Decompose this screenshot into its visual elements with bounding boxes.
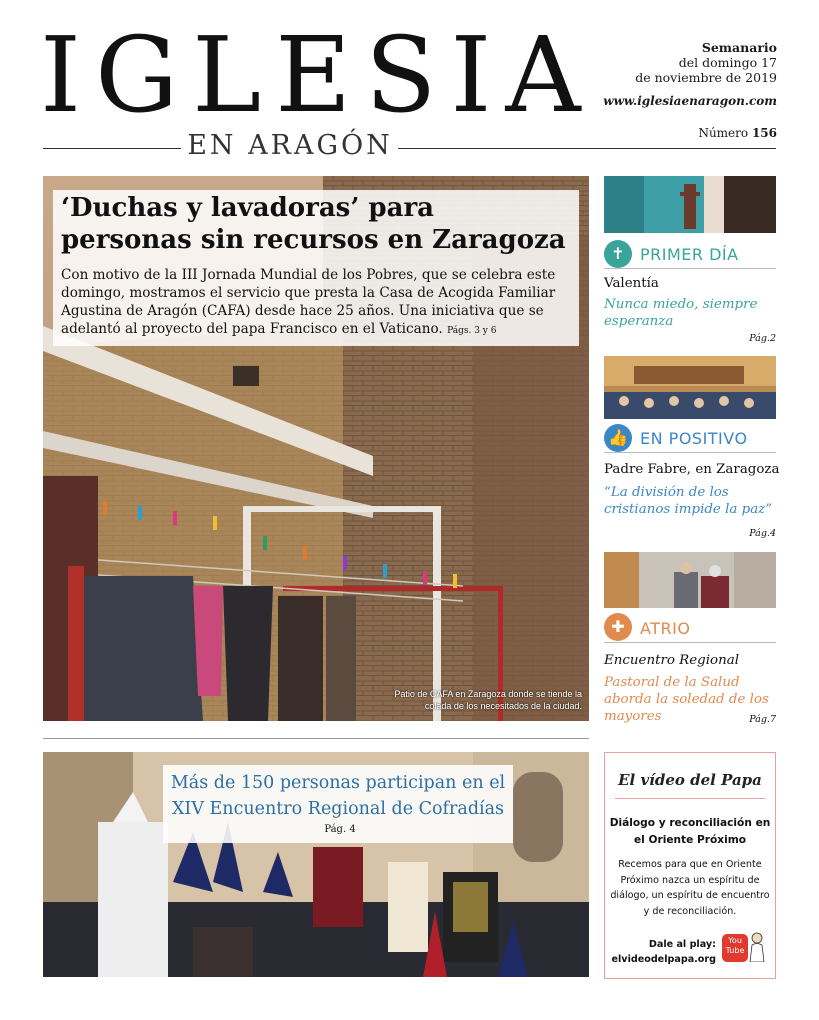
edition-date-line2: de noviembre de 2019 [635,70,777,85]
second-story-page: Pág. 4 [324,824,356,835]
thumbs-up-icon: 👍 [604,424,632,452]
section-teaser-atrio[interactable]: Pastoral de la Salud aborda la soledad de los mayores [604,675,769,724]
section-rule [604,268,776,269]
section-subtitle-atrio: Encuentro Regional [604,653,739,668]
section-rule [604,642,776,643]
main-lead-pages: Págs. 3 y 6 [447,326,497,336]
video-subtitle: Diálogo y reconciliación en el Oriente Próximo [609,817,771,846]
section-label-atrio: ATRIO [640,619,691,638]
second-headline[interactable]: Más de 150 personas participan en el XIV Encuentro Regional de Cofradías [170,773,506,819]
section-subtitle-primer-dia: Valentía [604,276,659,291]
video-body: Recemos para que en Oriente Próximo nazca un espíritu de diálogo, un espíritu de encuentro y de reconciliación. [610,859,770,917]
pope-figure-icon [748,932,766,962]
youtube-icon[interactable] [722,934,748,962]
video-cta-label: Dale al play: [648,939,716,950]
section-label-primer-dia: PRIMER DÍA [640,245,739,264]
main-lead-text: Con motivo de la III Jornada Mundial de los Pobres, que se celebra este domingo, mostramos el servicio que presta la Casa de Acogida Familiar Agustina de Aragón (CAFA) desde hace 25 años. Una iniciativa que se adelantó al proyecto del papa Francisco en el Vaticano. [61,267,556,337]
video-cta [600,937,716,967]
section-page-primer-dia: Pág.2 [749,333,776,344]
video-rule [615,798,765,799]
video-cta-url[interactable]: elvideodelpapa.org [611,954,716,965]
section-page-atrio: Pág.7 [749,714,776,725]
bible-icon: ✝ [604,240,632,268]
primer-dia-thumbnail[interactable] [604,176,776,233]
section-teaser-primer-dia[interactable]: Nunca miedo, siempre esperanza [604,297,758,329]
section-page-en-positivo: Pág.4 [749,528,776,539]
main-headline[interactable]: ‘Duchas y lavadoras’ para personas sin recursos en Zaragoza [61,193,566,255]
en-positivo-thumbnail[interactable] [604,356,776,419]
website-link[interactable]: www.iglesiaenaragon.com [603,94,777,108]
section-label-en-positivo: EN POSITIVO [640,429,748,448]
masthead-title: IGLESIA [40,14,595,136]
section-divider [43,738,589,739]
section-teaser-en-positivo[interactable]: “La división de los cristianos impide la paz” [604,485,773,517]
masthead-divider-left [43,148,181,149]
main-lead [61,266,571,340]
youtube-icon-top: You [728,936,742,945]
issue-label: Número [698,126,749,140]
masthead-subtitle: EN ARAGÓN [187,130,393,161]
photo-caption: Patio de CAFA en Zaragoza donde se tiende la colada de los necesitados de la ciudad. [394,689,582,711]
youtube-icon-bottom: Tube [725,946,745,955]
edition-info [635,40,777,85]
masthead-divider-right [398,148,776,149]
section-rule [604,452,776,453]
edition-frequency: Semanario [701,40,777,55]
cross-icon: ✚ [604,613,632,641]
section-subtitle-en-positivo: Padre Fabre, en Zaragoza [604,462,780,477]
atrio-thumbnail[interactable] [604,552,776,608]
edition-date-line1: del domingo 17 [678,55,777,70]
video-title: El vídeo del Papa [618,771,762,789]
issue-value: 156 [751,126,777,140]
issue-number [698,126,777,140]
